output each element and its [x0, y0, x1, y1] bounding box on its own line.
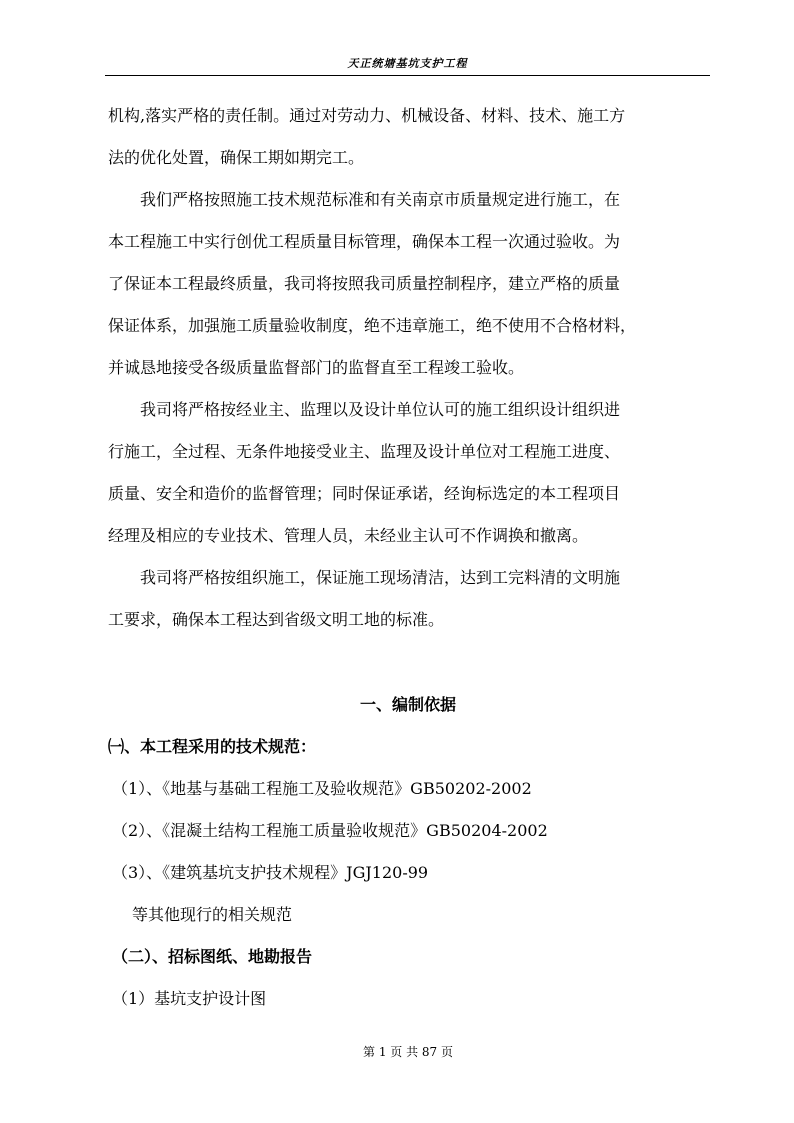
section-heading: 一、编制依据: [359, 695, 456, 714]
paragraph-line: 我们严格按照施工技术规范标准和有关南京市质量规定进行施工，在: [140, 190, 621, 209]
paragraph-line: 机构,落实严格的责任制。通过对劳动力、机械设备、材料、技术、施工方: [108, 106, 626, 125]
other-specs-text: 等其他现行的相关规范: [132, 905, 293, 924]
paragraph-line: 我司将严格按组织施工，保证施工现场清洁，达到工完料清的文明施: [140, 568, 621, 587]
paragraph-line: 我司将严格按经业主、监理以及设计单位认可的施工组织设计组织进: [140, 400, 621, 419]
page-number-footer: 第 1 页 共 87 页: [363, 1045, 453, 1059]
paragraph-line: 工要求，确保本工程达到省级文明工地的标准。: [108, 610, 445, 629]
paragraph-line: 本工程施工中实行创优工程质量目标管理，确保本工程一次通过验收。为: [108, 232, 621, 251]
paragraph-line: 了保证本工程最终质量，我司将按照我司质量控制程序，建立严格的质量: [108, 274, 621, 293]
spec-item: （1）、《地基与基础工程施工及验收规范》GB50202-2002: [112, 779, 532, 798]
paragraph-line: 法的优化处置，确保工期如期完工。: [108, 148, 365, 167]
subsection-heading: （二）、招标图纸、地勘报告: [112, 947, 313, 966]
running-header: 天正统塘基坑支护工程: [347, 57, 468, 70]
paragraph-line: 行施工，全过程、无条件地接受业主、监理及设计单位对工程施工进度、: [108, 442, 621, 461]
paragraph-line: 经理及相应的专业技术、管理人员，未经业主认可不作调换和撤离。: [108, 526, 589, 545]
subsection-heading: ㈠、本工程采用的技术规范：: [108, 737, 317, 756]
paragraph-line: 质量、安全和造价的监督管理；同时保证承诺，经询标选定的本工程项目: [108, 484, 621, 503]
list-item: （1）基坑支护设计图: [112, 989, 267, 1008]
paragraph-line: 保证体系，加强施工质量验收制度，绝不违章施工，绝不使用不合格材料，: [108, 316, 637, 335]
paragraph-line: 并诚恳地接受各级质量监督部门的监督直至工程竣工验收。: [108, 358, 525, 377]
header-rule: [105, 75, 710, 76]
spec-item: （3）、《建筑基坑支护技术规程》JGJ120-99: [112, 863, 429, 882]
spec-item: （2）、《混凝土结构工程施工质量验收规范》GB50204-2002: [112, 821, 548, 840]
